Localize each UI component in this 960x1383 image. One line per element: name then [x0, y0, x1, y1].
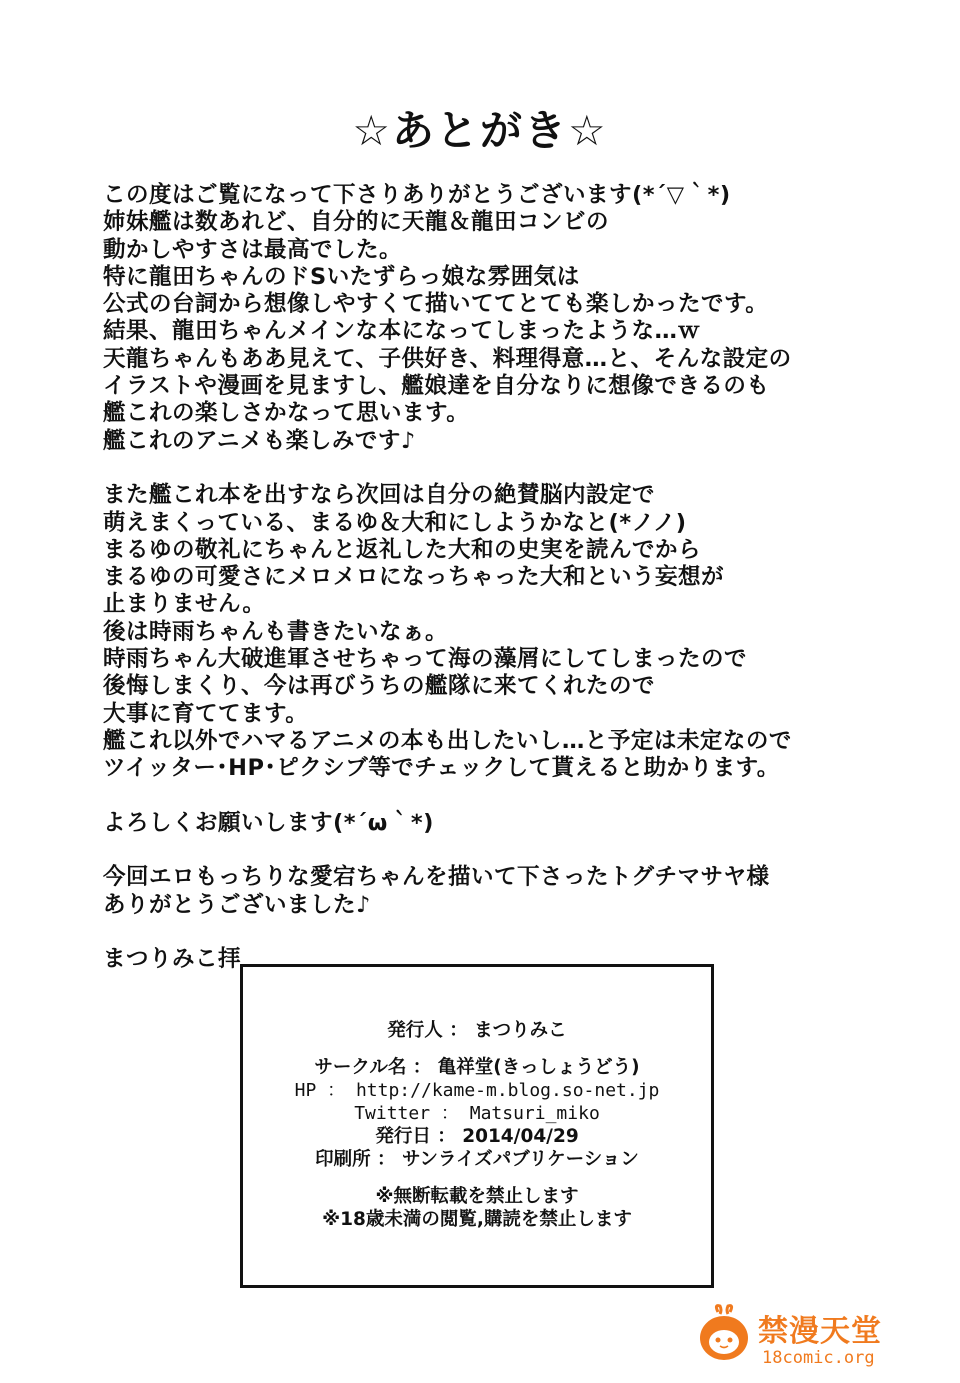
printer: 印刷所 ： サンライズパブリケーション: [315, 1149, 639, 1170]
twitter-handle: Twitter ： Matsuri_miko: [354, 1103, 600, 1124]
paragraph-gap: [103, 919, 863, 946]
publish-date: 発行日 ： 2014/04/29: [375, 1126, 579, 1147]
text-line: 艦これ以外でハマるアニメの本も出したいし…と予定は未定なので: [103, 727, 792, 754]
paragraph-gap: [103, 455, 863, 482]
text-line: この度はご覧になって下さりありがとうございます(*´▽｀*): [103, 182, 731, 208]
afterword-text: [103, 182, 863, 974]
mascot-icon: [696, 1304, 756, 1366]
watermark-name: 禁漫天堂: [758, 1314, 882, 1349]
text-line: よろしくお願いします(*´ω｀*): [103, 809, 434, 836]
text-line: 後悔しまくり、今は再びうちの艦隊に来てくれたので: [103, 673, 656, 700]
text-line: イラストや漫画を見ますし、艦娘達を自分なりに想像できるのも: [103, 373, 770, 400]
publisher: 発行人 ： まつりみこ: [387, 1020, 567, 1041]
colophon-content: [243, 1019, 711, 1231]
text-line: 特に龍田ちゃんのドSいたずらっ娘な雰囲気は: [103, 263, 580, 290]
colophon-box: [240, 964, 714, 1288]
text-line: 艦これのアニメも楽しみです♪: [103, 427, 416, 454]
paragraph-gap: [103, 837, 863, 864]
page-title: ☆あとがき☆: [352, 106, 608, 155]
notice-age-restriction: ※18歳未満の閲覧,購読を禁止します: [322, 1209, 632, 1230]
paragraph-gap: [103, 783, 863, 810]
paragraph-4: [103, 864, 863, 919]
signature-line: まつりみこ拝: [103, 946, 242, 973]
text-line: 萌えまくっている、まるゆ＆大和にしようかなと(*ノノ): [103, 509, 687, 536]
circle-name: サークル名 ： 亀祥堂(きっしょうどう): [314, 1057, 640, 1078]
text-line: 艦これの楽しさかなって思います。: [103, 400, 470, 427]
text-line: ありがとうございました♪: [103, 891, 371, 918]
paragraph-3: [103, 810, 863, 837]
text-line: 結果、龍田ちゃんメインな本になってしまったような…ｗ: [103, 318, 701, 345]
text-line: 動かしやすさは最高でした。: [103, 236, 403, 263]
text-line: 今回エロもっちりな愛宕ちゃんを描いて下さったトグチマサヤ様: [103, 864, 770, 891]
text-line: 姉妹艦は数あれど、自分的に天龍＆龍田コンビの: [103, 209, 610, 236]
text-line: 止まりません。: [103, 591, 266, 618]
text-line: また艦これ本を出すなら次回は自分の絶賛脳内設定で: [103, 482, 656, 509]
text-line: 天龍ちゃんもああ見えて、子供好き、料理得意…と、そんな設定の: [103, 345, 792, 372]
text-line: まるゆの可愛さにメロメロになっちゃった大和という妄想が: [103, 564, 725, 591]
text-line: 公式の台詞から想像しやすくて描いててとても楽しかったです。: [103, 291, 769, 318]
notice-no-reprint: ※無断転載を禁止します: [375, 1186, 579, 1207]
paragraph-1: [103, 182, 863, 455]
site-watermark: [696, 1300, 926, 1380]
text-line: 大事に育ててます。: [103, 700, 309, 727]
paragraph-2: [103, 482, 863, 782]
text-line: まるゆの敬礼にちゃんと返礼した大和の史実を読んでから: [103, 536, 702, 563]
text-line: 時雨ちゃん大破進軍させちゃって海の藻屑にしてしまったので: [103, 646, 748, 673]
watermark-url: 18comic.org: [762, 1348, 875, 1368]
text-line: 後は時雨ちゃんも書きたいなぁ。: [103, 618, 449, 645]
homepage-url: HP ： http://kame-m.blog.so-net.jp: [294, 1080, 660, 1101]
text-line: ツイッター･HP･ピクシブ等でチェックして貰えると助かります。: [103, 755, 780, 782]
